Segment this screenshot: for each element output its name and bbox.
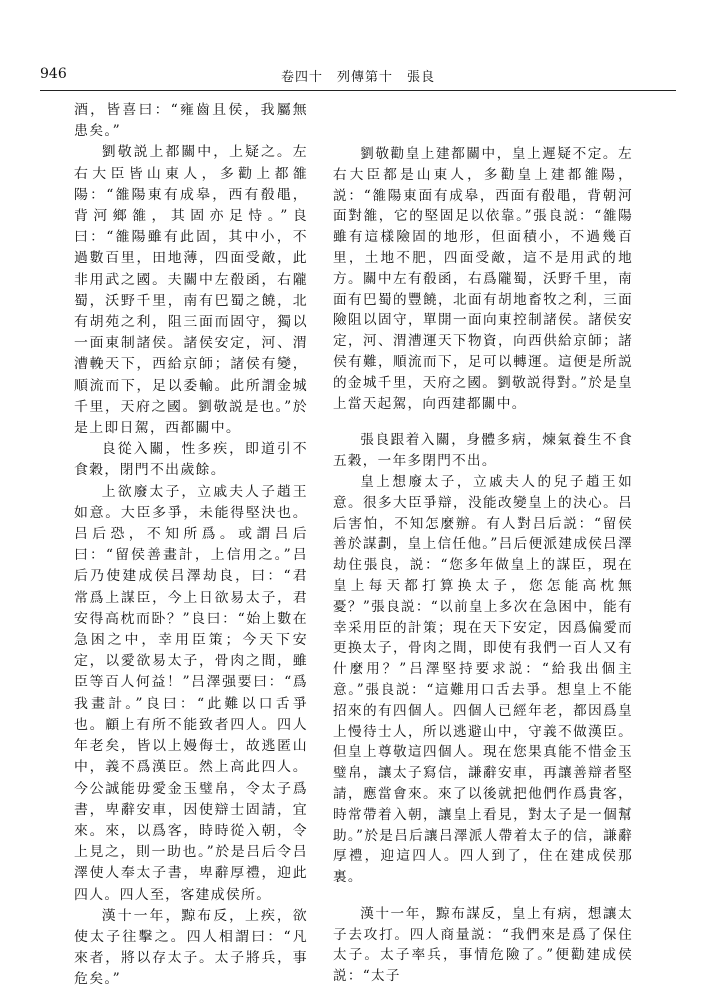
classical-text-column bbox=[74, 100, 308, 991]
paragraph: 劉敬説上都關中，上疑之。左右大臣皆山東人，多勸上都雒陽：“雒陽東有成皋，西有殽黽，背河鄉雒，其固亦足恃。”良曰：“雒陽雖有此固，其中小，不過數百里，田地薄，四面受敵，此非用武之國。夫關中左殽函，右隴蜀，沃野千里，南有巴蜀之饒，北有胡苑之利，阻三面而固守，獨以一面東制諸侯。諸侯安定，河、渭漕輓天下，西給京師；諸侯有變，順流而下，足以委輸。此所謂金城千里，天府之國。劉敬説是也。”於是上即日駕，西都關中。 bbox=[74, 144, 308, 437]
paragraph: 漢十一年，黥布反，上疾，欲使太子往擊之。四人相謂曰：“凡來者，將以存太子。太子將兵，事危矣。” bbox=[74, 907, 308, 988]
page-number: 946 bbox=[40, 66, 67, 82]
translation-column bbox=[333, 144, 633, 987]
paragraph: 酒，皆喜曰：“雍齒且侯，我屬無患矣。” bbox=[74, 102, 308, 140]
running-title: 卷四十 列傳第十 張良 bbox=[280, 70, 435, 85]
paragraph: 劉敬勸皇上建都關中，皇上遲疑不定。左右大臣都是山東人，多勸皇上建都雒陽，説：“雒陽東面有成皋，西面有殽黽，背朝河面對雒，它的堅固足以依靠。”張良説：“雒陽雖有這樣險固的地形，但面積小，不過幾百里，土地不肥，四面受敵，這不是用武的地方。關中左有殽函，右爲隴蜀，沃野千里，南面有巴蜀的豐饒，北面有胡地畜牧之利，三面險阻以固守，單開一面向東控制諸侯。諸侯安定，河、渭漕運天下物資，向西供給京師；諸侯有難，順流而下，足可以轉運。這便是所説的金城千里，天府之國。劉敬説得對。”於是皇上當天起駕，向西建都關中。 bbox=[333, 146, 633, 412]
paragraph: 上欲廢太子，立戚夫人子趙王如意。大臣多爭，未能得堅決也。吕后恐，不知所爲。或謂吕后曰：“留侯善畫計，上信用之。”吕后乃使建成侯吕澤劫良，曰：“君常爲上謀臣，今上日欲易太子，君安得高枕而卧？”良曰：“始上數在急困之中，幸用臣策；今天下安定，以愛欲易太子，骨肉之間，雖臣等百人何益！”吕澤强要曰：“爲我畫計。”良曰：“此難以口舌爭也。顧上有所不能致者四人。四人年老矣，皆以上嫚侮士，故逃匿山中，義不爲漢臣。然上高此四人。今公誠能毋愛金玉璧帛，令太子爲書，卑辭安車，因使辯士固請，宜來。來，以爲客，時時從入朝，令上見之，則一助也。”於是吕后令吕澤使人奉太子書，卑辭厚禮，迎此四人。四人至，客建成侯所。 bbox=[74, 483, 308, 903]
paragraph: 張良跟着入關，身體多病，煉氣養生不食五穀，一年多閉門不出。 bbox=[333, 432, 633, 470]
paragraph: 良從入關，性多疾，即道引不食穀，閉門不出歲餘。 bbox=[74, 441, 308, 479]
paragraph: 皇上想廢太子，立戚夫人的兒子趙王如意。很多大臣爭辯，没能改變皇上的決心。吕后害怕，不知怎麼辦。有人對吕后説：“留侯善於謀劃，皇上信任他。”吕后便派建成侯吕澤劫住張良，説：“您多年做皇上的謀臣，現在皇上每天都打算换太子，您怎能高枕無憂？”張良説：“以前皇上多次在急困中，能有幸采用臣的計策；現在天下安定，因爲偏愛而更换太子，骨肉之間，即使有我們一百人又有什麼用？”吕澤堅持要求説：“給我出個主意。”張良説：“這難用口舌去爭。想皇上不能招來的有四個人。四個人已經年老，都因爲皇上慢待士人，所以逃避山中，守義不做漢臣。但皇上尊敬這四個人。現在您果真能不惜金玉璧帛，讓太子寫信，謙辭安車，再讓善辯者堅請，應當會來。來了以後就把他們作爲貴客，時常帶着入朝，讓皇上看見，對太子是一個幫助。”於是吕后讓吕澤派人帶着太子的信，謙辭厚禮，迎這四人。四人到了，住在建成侯那裏。 bbox=[333, 473, 633, 886]
header-rule bbox=[40, 90, 676, 91]
paragraph: 漢十一年，黥布謀反，皇上有病，想讓太子去攻打。四人商量説：“我們來是爲了保住太子。太子率兵，事情危險了。”便勸建成侯説：“太子 bbox=[333, 905, 633, 985]
page-header bbox=[40, 58, 676, 92]
